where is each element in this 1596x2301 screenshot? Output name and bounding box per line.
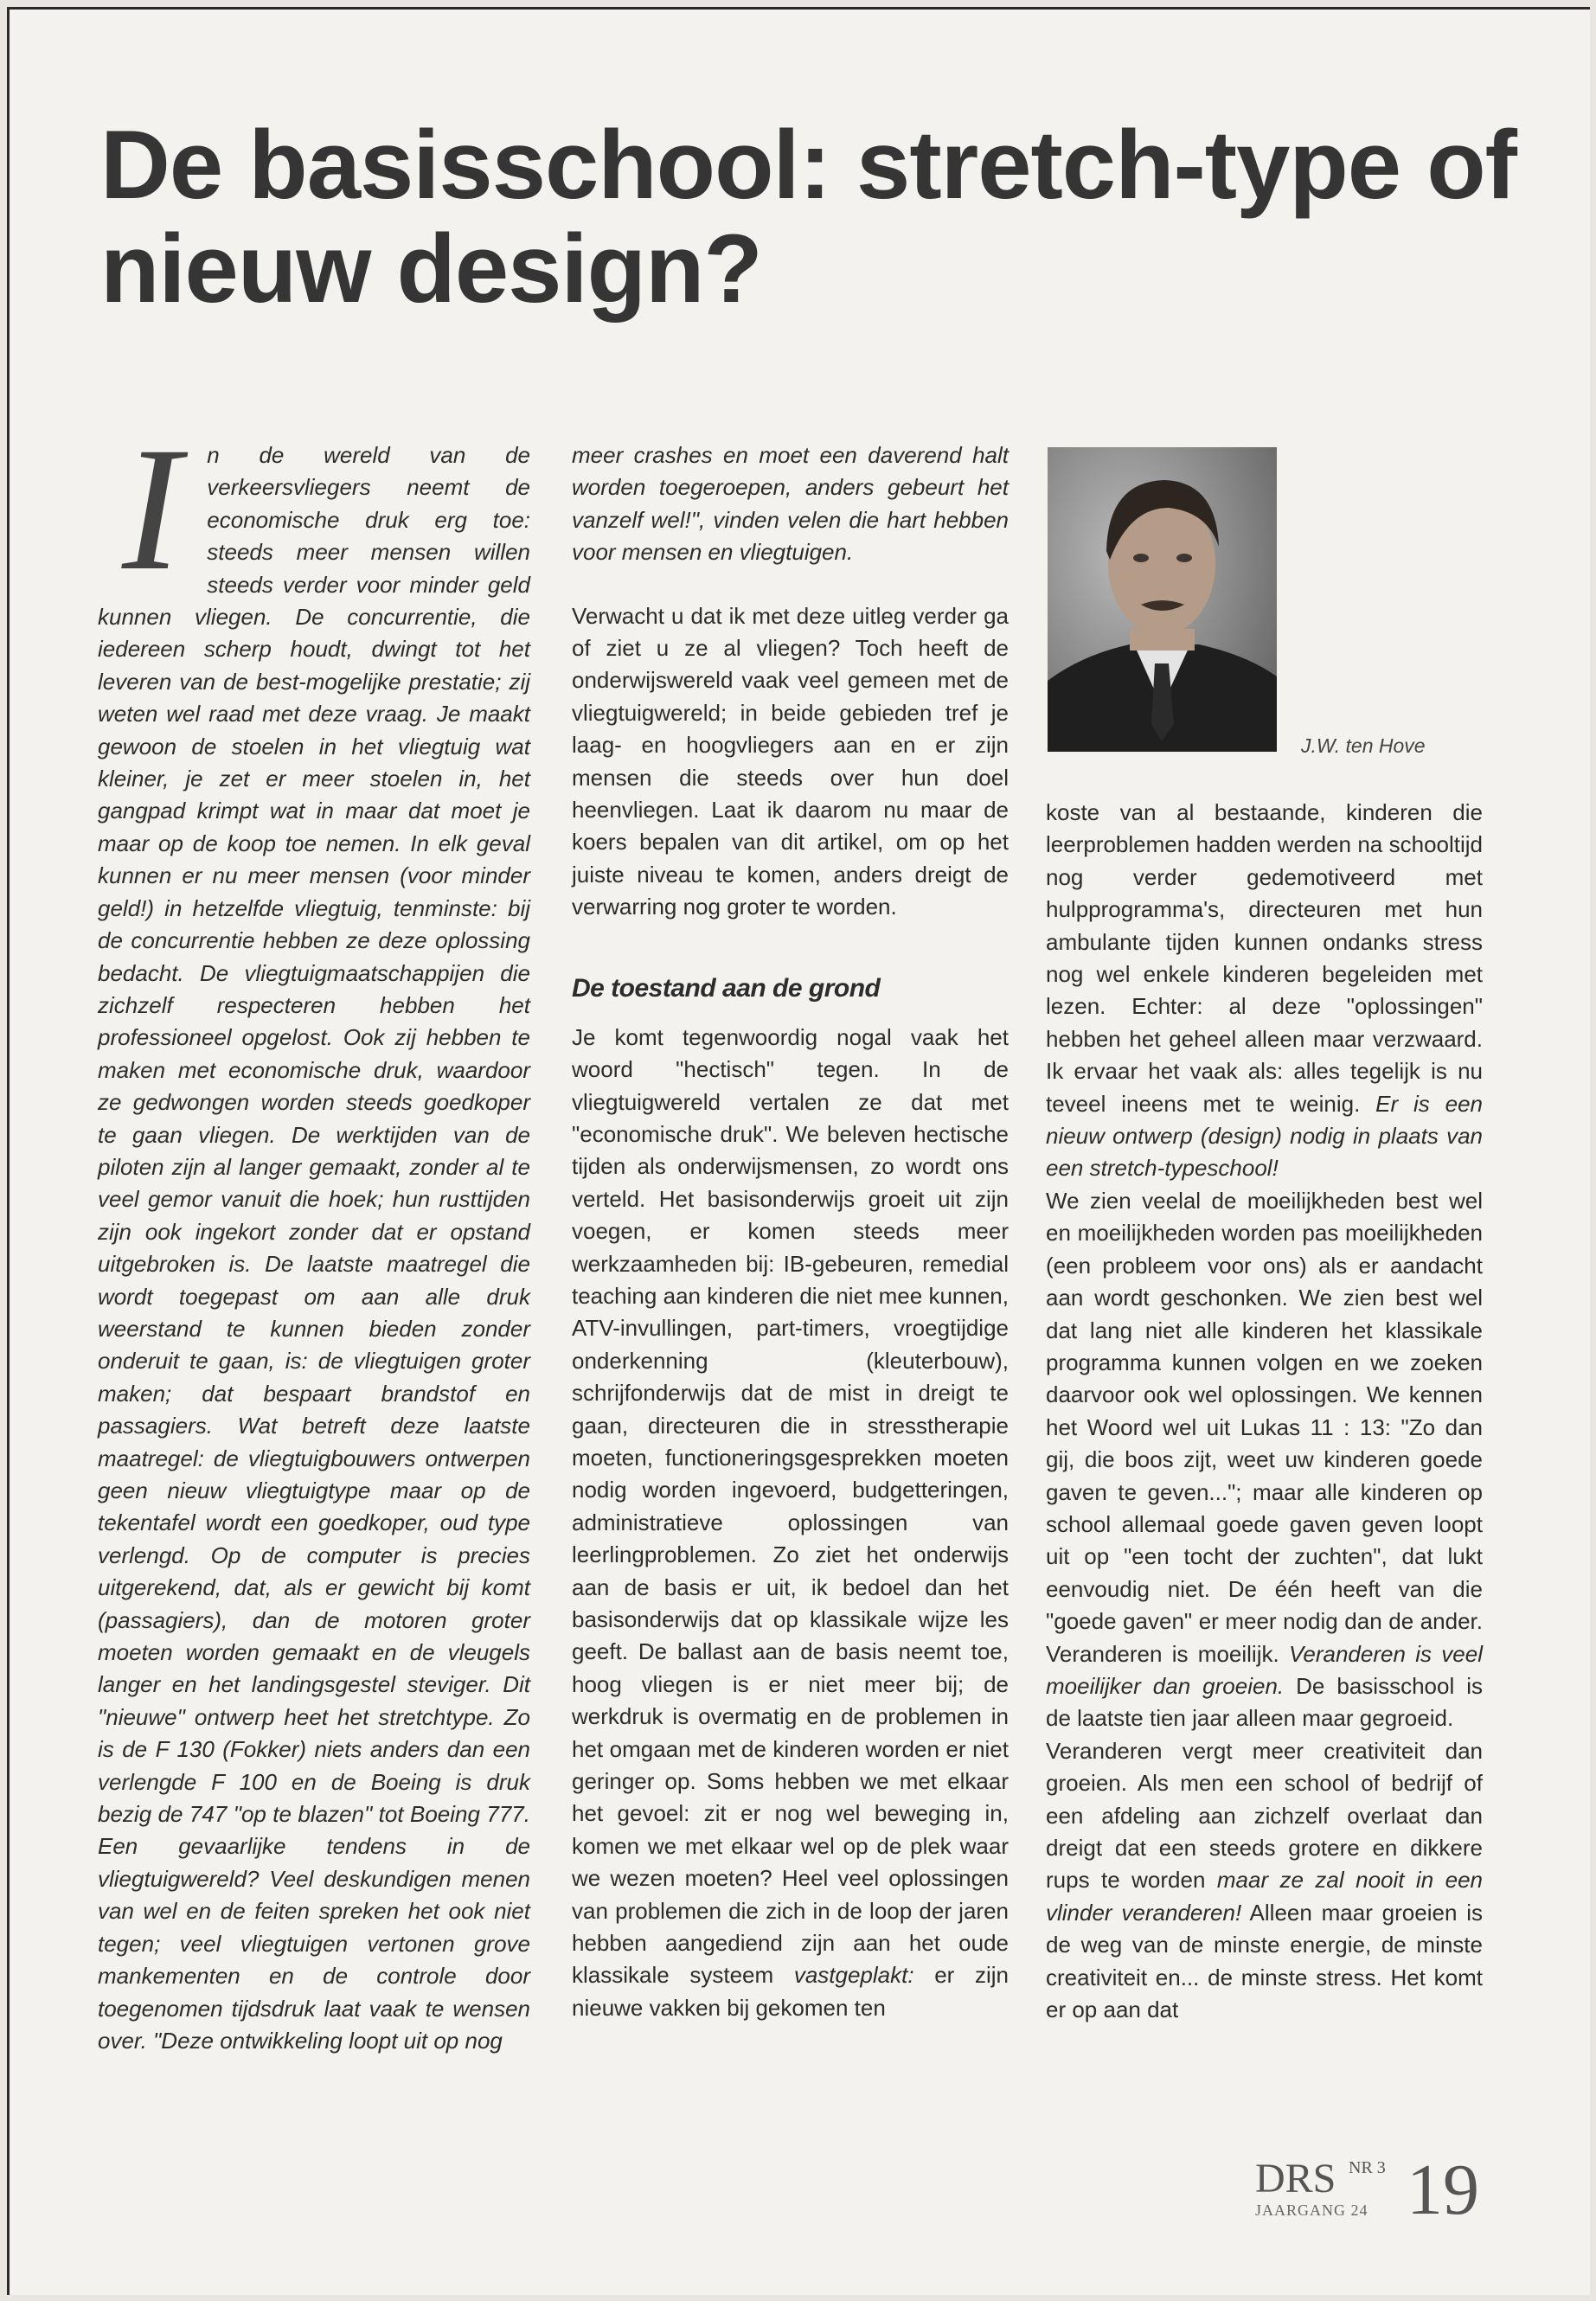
emphasis-text: Veranderen is veel moeilijker dan groeien.	[1046, 1640, 1483, 1699]
paragraph-toestand	[572, 1022, 1009, 2025]
lead-continuation: meer crashes en moet een daverend halt worden toegeroepen, anders gebeurt het vanzelf wel!", vinden velen die hart hebben voor mensen en vliegtuigen.	[572, 442, 1009, 566]
photo-caption: J.W. ten Hove	[1301, 734, 1426, 757]
column-1	[98, 411, 530, 2057]
paragraph-text: er zijn nieuwe vakken bij gekomen ten	[572, 1962, 1009, 2021]
column-1-text: n de wereld van de verkeersvliegers neemt de economische druk erg toe: steeds meer mensen willen steeds verder voor minder geld kunnen vliegen. De concurrentie, die iedereen scherp houdt, dwingt tot het leveren van de best-mogelijke prestatie; zij weten wel raad met deze vraag. Je maakt gewoon de stoelen in het vliegtuig wat kleiner, je zet er meer stoelen in, het gangpad krimpt wat in maar dat moet je maar op de koop toe nemen. In elk geval kunnen er nu meer mensen (voor minder geld!) in hetzelfde vliegtuig, tenminste: bij de concurrentie hebben ze deze oplossing bedacht. De vliegtuigmaatschappijen die zichzelf respecteren hebben het professioneel opgelost. Ook zij hebben te maken met economische druk, waardoor ze gedwongen worden steeds goedkoper te gaan vliegen. De werktijden van de piloten zijn al langer gemaakt, zonder al te veel gemor vanuit die hoek; hun rusttijden zijn ook ingekort zonder dat er opstand uitgebroken is. De laatste maatregel die wordt toegepast om aan alle druk weerstand te kunnen bieden zonder onderuit te gaan, is: de vliegtuigen groter maken; dat bespaart brandstof en passagiers. Wat betreft deze laatste maatregel: de vliegtuigbouwers ontwerpen geen nieuw vliegtuigtype maar op de tekentafel wordt een goedkoper, oud type verlengd. Op de computer is precies uitgerekend, dat, als er gewicht bij komt (passagiers), dan de motoren groter moeten worden gemaakt en de vleugels langer en het landingsgestel steviger. Dit "nieuwe" ontwerp heet het stretchtype. Zo is de F 130 (Fokker) niets anders dan een verlengde F 100 en de Boeing is druk bezig de 747 "op te blazen" tot Boeing 777. Een gevaarlijke tendens in de vliegtuigwereld? Veel deskundigen menen van wel en de feiten spreken het ook niet tegen; veel vliegtuigen vertonen grove mankementen en de controle door toegenomen tijdsdruk laat vaak te wensen over. "Deze ontwikkeling loopt uit op nog	[98, 442, 530, 2054]
emphasis-text: vastgeplakt:	[793, 1962, 914, 1989]
paragraph-moeilijkheden	[1046, 1185, 1483, 1735]
emphasis-text: maar ze zal nooit in een vlinder veranderen!	[1046, 1867, 1483, 1926]
subheading: De toestand aan de grond	[572, 973, 881, 1003]
paragraph-text: De basisschool is de laatste tien jaar alleen maar gegroeid.	[1046, 1672, 1483, 1732]
paragraph-intro: Verwacht u dat ik met deze uitleg verder ga of ziet u ze al vliegen? Toch heeft de onderwijswereld vaak veel gemeen met de vliegtuigwereld; in beide gebieden tref je laag- en hoogvliegers aan en er zijn mensen die steeds over hun doel heenvliegen. Laat ik daarom nu maar de koers bepalen van dit artikel, om op het juiste niveau te komen, anders dreigt de verwarring nog groter te worden.	[572, 602, 1009, 920]
paragraph-text: koste van al bestaande, kinderen die leerproblemen hadden werden na schooltijd nog verder gedemotiveerd met hulpprogramma's, directeuren met hun ambulante tijden kunnen ondanks stress nog wel enkele kinderen begeleiden met lezen. Echter: al deze "oplossingen" hebben het geheel alleen maar verzwaard. Ik ervaar het vaak als: alles tegelijk is nu teveel ineens met te weinig.	[1046, 799, 1483, 1117]
issue-number: NR 3	[1349, 2158, 1386, 2177]
page-number: 19	[1407, 2150, 1479, 2230]
drop-cap: I	[122, 411, 182, 607]
page-footer	[1255, 2150, 1489, 2230]
author-photo	[1048, 447, 1277, 752]
paragraph-design	[1046, 797, 1483, 1185]
paragraph-veranderen	[1046, 1735, 1483, 2027]
magazine-page	[7, 7, 1590, 2295]
magazine-name: DRS	[1255, 2156, 1336, 2202]
paragraph-text: Je komt tegenwoordig nogal vaak het woord "hectisch" tegen. In de vliegtuigwereld vertalen ze dat met "economische druk". We beleven hectische tijden als onderwijsmensen, zo wordt ons verteld. Het basisonderwijs groeit uit zijn voegen, er komen steeds meer werkzaamheden bij: IB-gebeuren, remedial teaching aan kinderen die niet mee kunnen, ATV-invullingen, part-timers, vroegtijdige onderkenning (kleuterbouw), schrijfonderwijs dat de mist in dreigt te gaan, directeuren die in stresstherapie moeten, functioneringsgesprekken moeten nodig worden ingevoerd, budgetteringen, administratieve oplossingen van leerlingproblemen. Zo ziet het onderwijs aan de basis er uit, ik bedoel dan het basisonderwijs dat op klassikale wijze les geeft. De ballast aan de basis neemt toe, hoog vliegen is er niet meer bij; de werkdruk is overmatig en de problemen in het omgaan met de kinderen worden er niet geringer op. Soms hebben we met elkaar het gevoel: zit er nog wel beweging in, komen we met elkaar wel op de plek waar we wezen moeten? Heel veel oplossingen van problemen die zich in de loop der jaren hebben aangediend zijn aan het oude klassikale systeem	[572, 1023, 1009, 1989]
volume-label: JAARGANG 24	[1255, 2202, 1368, 2219]
paragraph-text: Veranderen vergt meer creativiteit dan groeien. Als men een school of bedrijf of een afdeling aan zichzelf overlaat dan dreigt dat een steeds grotere en dikkere rups te worden	[1046, 1737, 1483, 1894]
column-2	[572, 439, 1009, 2024]
paragraph-text: We zien veelal de moeilijkheden best wel en moeilijkheden worden pas moeilijkheden (een probleem voor ons) als er aandacht aan wordt geschonken. We zien best wel dat lang niet alle kinderen het klassikale programma kunnen volgen en we zoeken daarvoor ook wel oplossingen. We kennen het Woord wel uit Lukas 11 : 13: "Zo dan gij, die boos zijt, weet uw kinderen goede gaven te geven..."; maar alle kinderen op school allemaal goede gaven geven loopt uit op "een tocht der zuchten", dat lukt eenvoudig niet. De één heeft van die "goede gaven" er meer nodig dan de ander. Veranderen is moeilijk.	[1046, 1187, 1483, 1667]
column-3	[1046, 797, 1483, 2026]
paragraph-text: Alleen maar groeien is de weg van de minste energie, de minste creativiteit en... de minste stress. Het komt er op aan dat	[1046, 1899, 1484, 2023]
portrait-image	[1048, 447, 1277, 752]
article-title: De basisschool: stretch-type of nieuw design?	[100, 111, 1516, 323]
emphasis-text: Er is een nieuw ontwerp (design) nodig in plaats van een stretch-typeschool!	[1046, 1090, 1483, 1182]
